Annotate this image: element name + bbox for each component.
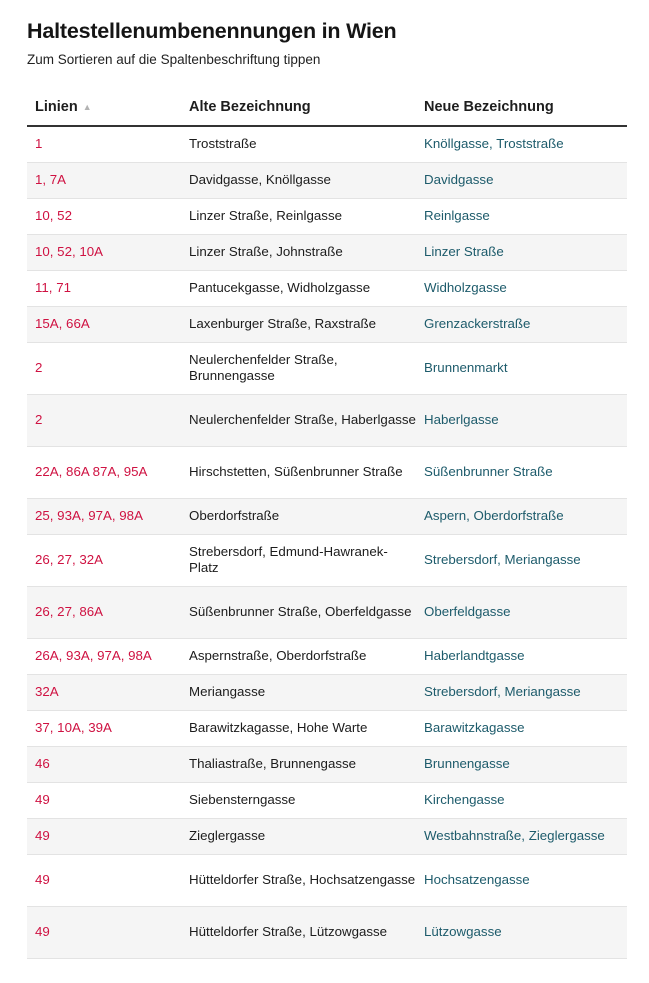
sort-ascending-icon: ▲ [82,102,92,112]
column-header-lines[interactable] [27,89,181,126]
old-name-cell: Linzer Straße, Johnstraße [181,234,416,270]
table-header [27,89,627,126]
old-name-cell: Zieglergasse [181,818,416,854]
table-row [27,342,627,394]
new-name-cell: Reinlgasse [416,198,627,234]
lines-cell: 10, 52 [27,198,181,234]
new-name-cell: Süßenbrunner Straße [416,446,627,498]
new-name-cell: Barawitzkagasse [416,710,627,746]
lines-cell: 15A, 66A [27,306,181,342]
old-name-cell: Linzer Straße, Reinlgasse [181,198,416,234]
table-row [27,306,627,342]
old-name-cell: Strebersdorf, Edmund-Hawranek-Platz [181,534,416,586]
new-name-cell: Brunnengasse [416,746,627,782]
table-row [27,674,627,710]
table-row [27,906,627,958]
lines-cell: 1 [27,126,181,162]
table-row [27,818,627,854]
new-name-cell: Strebersdorf, Meriangasse [416,534,627,586]
lines-cell: 37, 10A, 39A [27,710,181,746]
table-row [27,586,627,638]
lines-cell: 49 [27,782,181,818]
lines-cell: 1, 7A [27,162,181,198]
new-name-cell: Aspern, Oberdorfstraße [416,498,627,534]
column-header-new-name[interactable]: Neue Bezeichnung [416,89,627,126]
new-name-cell: Haberlandtgasse [416,638,627,674]
lines-cell: 49 [27,854,181,906]
table-row [27,638,627,674]
table-row [27,534,627,586]
lines-cell: 25, 93A, 97A, 98A [27,498,181,534]
lines-cell: 32A [27,674,181,710]
old-name-cell: Meriangasse [181,674,416,710]
lines-cell: 11, 71 [27,270,181,306]
lines-cell: 26, 27, 86A [27,586,181,638]
lines-cell: 46 [27,746,181,782]
old-name-cell: Süßenbrunner Straße, Oberfeldgasse [181,586,416,638]
table-row [27,394,627,446]
new-name-cell: Haberlgasse [416,394,627,446]
old-name-cell: Hütteldorfer Straße, Hochsatzengasse [181,854,416,906]
lines-cell: 26, 27, 32A [27,534,181,586]
old-name-cell: Neulerchenfelder Straße, Haberlgasse [181,394,416,446]
page-title: Haltestellenumbenennungen in Wien [27,19,397,43]
renaming-table [27,89,627,959]
table-row [27,746,627,782]
table-row [27,782,627,818]
new-name-cell: Oberfeldgasse [416,586,627,638]
old-name-cell: Pantucekgasse, Widholzgasse [181,270,416,306]
lines-cell: 49 [27,818,181,854]
new-name-cell: Westbahnstraße, Zieglergasse [416,818,627,854]
page-subtitle: Zum Sortieren auf die Spaltenbeschriftung tippen [27,52,321,67]
table-row [27,126,627,162]
old-name-cell: Oberdorfstraße [181,498,416,534]
lines-cell: 22A, 86A 87A, 95A [27,446,181,498]
lines-cell: 2 [27,394,181,446]
table-row [27,198,627,234]
lines-cell: 26A, 93A, 97A, 98A [27,638,181,674]
column-header-lines-label: Linien [35,99,78,115]
new-name-cell: Hochsatzengasse [416,854,627,906]
old-name-cell: Thaliastraße, Brunnengasse [181,746,416,782]
old-name-cell: Hütteldorfer Straße, Lützowgasse [181,906,416,958]
old-name-cell: Troststraße [181,126,416,162]
table-row [27,498,627,534]
old-name-cell: Barawitzkagasse, Hohe Warte [181,710,416,746]
old-name-cell: Hirschstetten, Süßenbrunner Straße [181,446,416,498]
lines-cell: 10, 52, 10A [27,234,181,270]
old-name-cell: Neulerchenfelder Straße, Brunnengasse [181,342,416,394]
old-name-cell: Siebensterngasse [181,782,416,818]
old-name-cell: Aspernstraße, Oberdorfstraße [181,638,416,674]
new-name-cell: Davidgasse [416,162,627,198]
table-row [27,234,627,270]
table-row [27,162,627,198]
table-row [27,270,627,306]
new-name-cell: Widholzgasse [416,270,627,306]
table-body [27,126,627,958]
new-name-cell: Knöllgasse, Troststraße [416,126,627,162]
column-header-old-name[interactable]: Alte Bezeichnung [181,89,416,126]
lines-cell: 49 [27,906,181,958]
lines-cell: 2 [27,342,181,394]
new-name-cell: Lützowgasse [416,906,627,958]
table-row [27,446,627,498]
old-name-cell: Laxenburger Straße, Raxstraße [181,306,416,342]
old-name-cell: Davidgasse, Knöllgasse [181,162,416,198]
table-row [27,710,627,746]
new-name-cell: Linzer Straße [416,234,627,270]
new-name-cell: Strebersdorf, Meriangasse [416,674,627,710]
new-name-cell: Grenzackerstraße [416,306,627,342]
new-name-cell: Kirchengasse [416,782,627,818]
new-name-cell: Brunnenmarkt [416,342,627,394]
table-row [27,854,627,906]
